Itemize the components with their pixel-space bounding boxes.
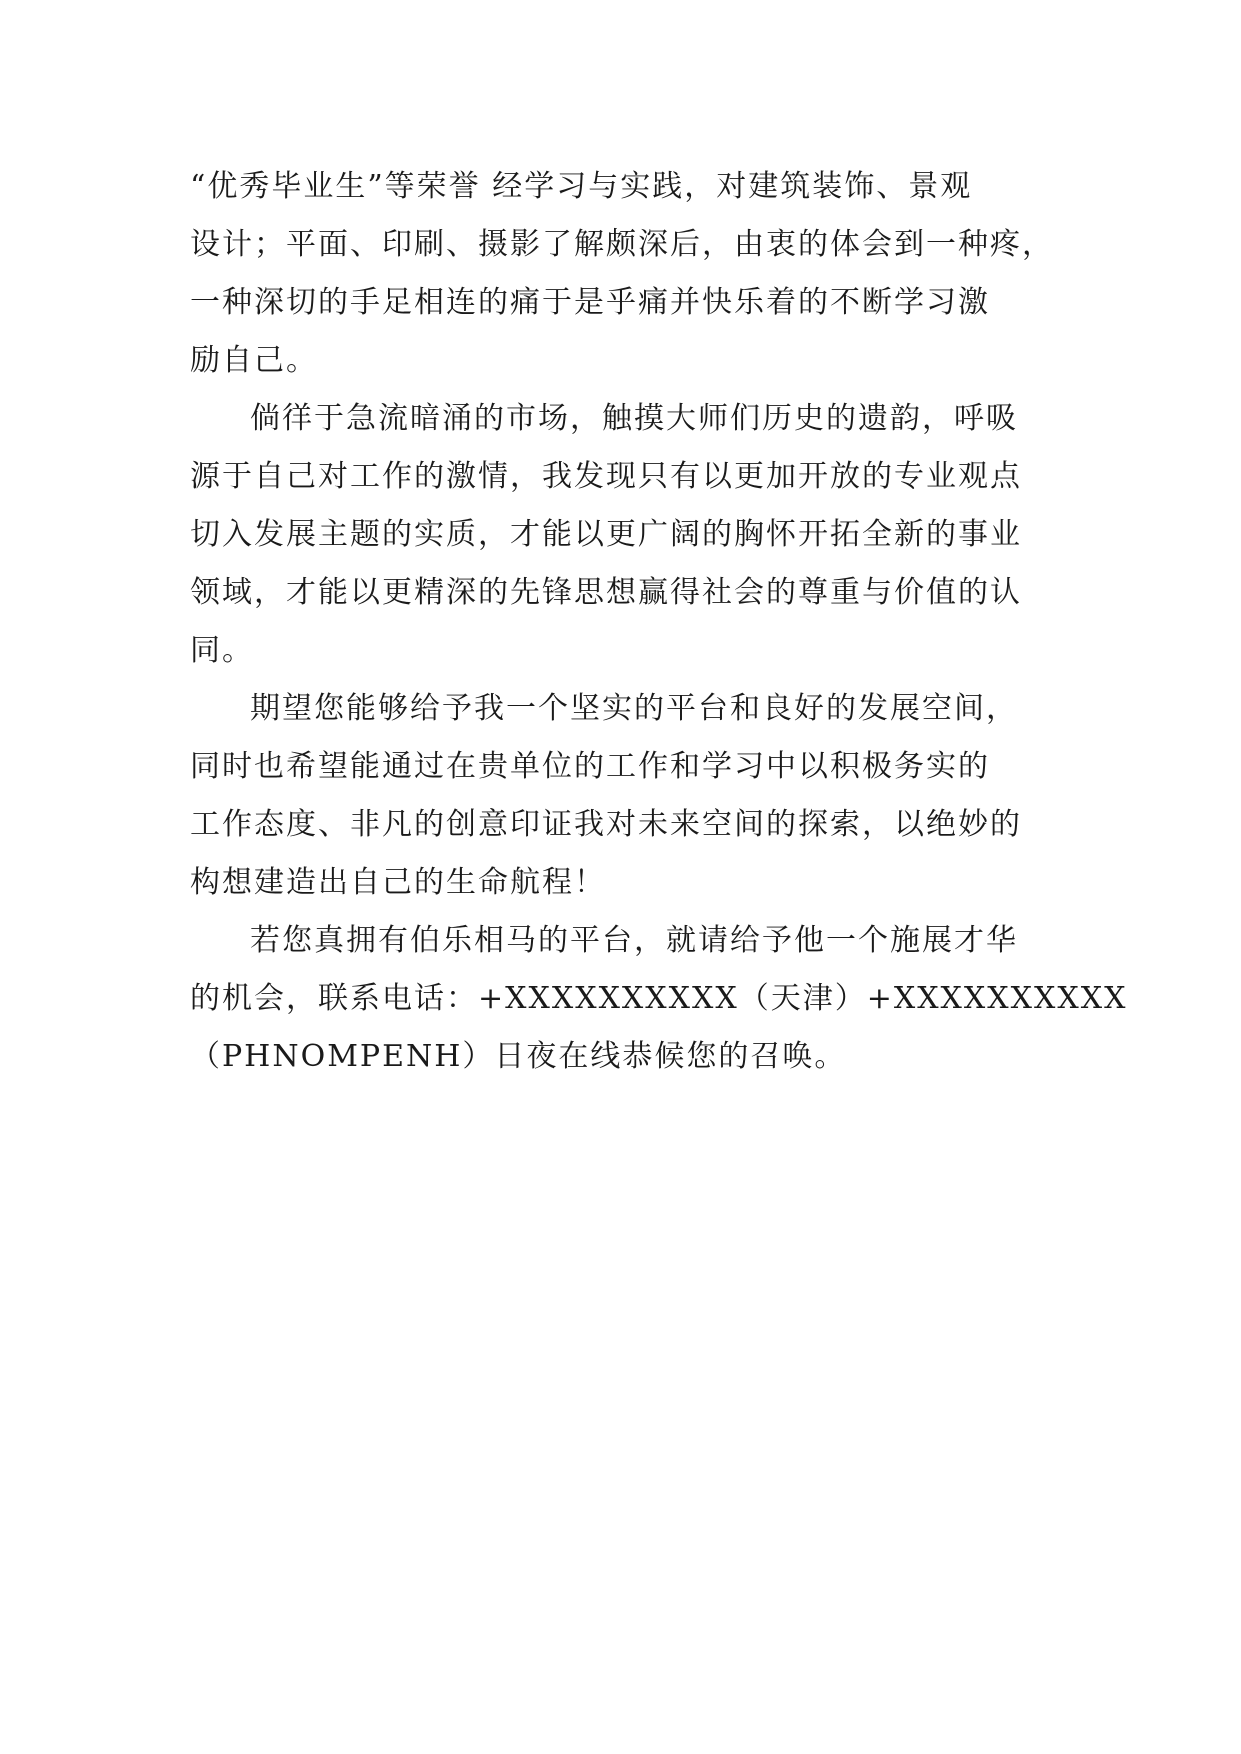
- text-line: 同。: [190, 633, 254, 668]
- text-line: 领域，才能以更精深的先锋思想赢得社会的尊重与价值的认: [190, 575, 1022, 610]
- text-line: 切入发展主题的实质，才能以更广阔的胸怀开拓全新的事业: [190, 517, 1022, 552]
- text-line: 励自己。: [190, 343, 318, 378]
- text-line: “优秀毕业生”等荣誉 经学习与实践，对建筑装饰、景观: [190, 169, 973, 204]
- text-line: 构想建造出自己的生命航程！: [190, 865, 606, 900]
- letter-body: [190, 158, 1128, 1086]
- text-line: 同时也希望能通过在贵单位的工作和学习中以积极务实的: [190, 749, 990, 784]
- text-line: 设计；平面、印刷、摄影了解颇深后，由衷的体会到一种疼，: [190, 227, 1054, 262]
- text-line: 一种深切的手足相连的痛于是乎痛并快乐着的不断学习激: [190, 285, 990, 320]
- paragraph-first-line: 期望您能够给予我一个坚实的平台和良好的发展空间，: [250, 691, 1018, 726]
- text-line: 工作态度、非凡的创意印证我对未来空间的探索，以绝妙的: [190, 807, 1022, 842]
- paragraph-first-line: 若您真拥有伯乐相马的平台，就请给予他一个施展才华: [250, 923, 1018, 958]
- text-line: （PHNOMPENH）日夜在线恭候您的召唤。: [190, 1039, 847, 1074]
- text-line: 的机会，联系电话：+XXXXXXXXXX（天津）+XXXXXXXXXX: [190, 981, 1128, 1016]
- paragraph-first-line: 倘徉于急流暗涌的市场，触摸大师们历史的遗韵，呼吸: [250, 401, 1018, 436]
- text-line: 源于自己对工作的激情，我发现只有以更加开放的专业观点: [190, 459, 1022, 494]
